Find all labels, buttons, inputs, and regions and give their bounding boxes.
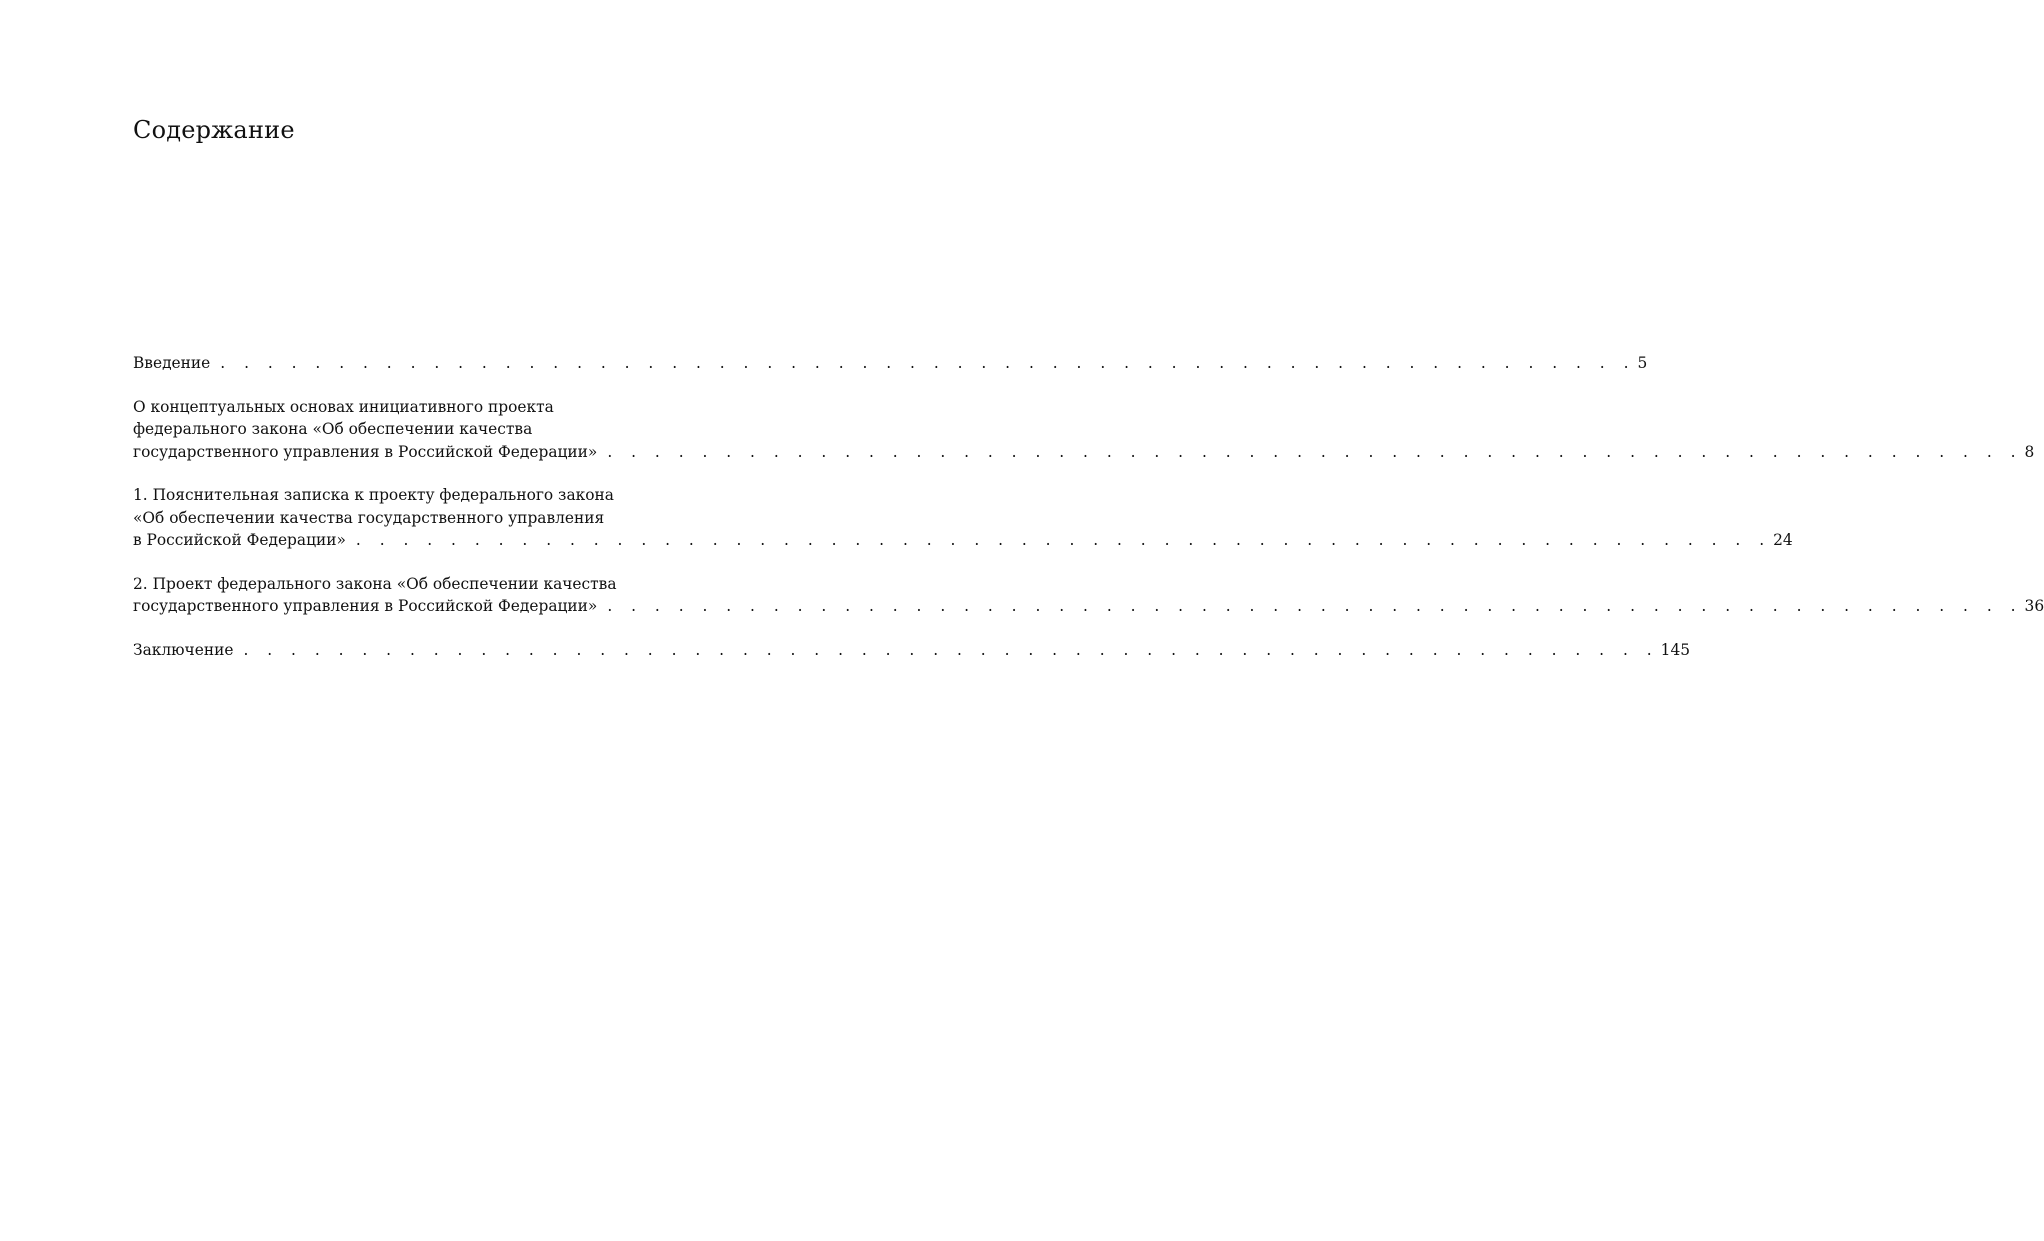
toc-dot-leader: . . . . . . . . . . . . . . . . . . . . . . . . . . . . . . . . . . . . . . . . . . . . . . . . . . . . . . . . . . . . <box>607 442 2023 461</box>
toc-entry-introduction[interactable] <box>133 352 1648 375</box>
toc-page-number: 145 <box>1660 640 1691 659</box>
toc-entry-last-line <box>133 352 1648 375</box>
toc-entry-conceptual-foundations[interactable] <box>133 396 2035 464</box>
toc-entry-title: государственного управления в Российской Федерации» <box>133 442 598 461</box>
table-of-contents <box>133 352 2044 682</box>
toc-entry-title: Заключение <box>133 640 234 659</box>
toc-entry-last-line <box>133 529 1793 552</box>
toc-entry-last-line <box>133 639 1691 662</box>
toc-dot-leader: . . . . . . . . . . . . . . . . . . . . . . . . . . . . . . . . . . . . . . . . . . . . . . . . . . . . . . . . . . . . <box>220 354 1636 372</box>
toc-page-number: 8 <box>2024 442 2035 461</box>
toc-dot-leader: . . . . . . . . . . . . . . . . . . . . . . . . . . . . . . . . . . . . . . . . . . . . . . . . . . . . . . . . . . . . <box>355 531 1772 549</box>
page-title: Содержание <box>133 116 295 144</box>
toc-entry-line: 1. Пояснительная записка к проекту федерального закона <box>133 486 614 504</box>
toc-entry-title: Введение <box>133 354 211 372</box>
toc-page-number: 5 <box>1637 354 1648 372</box>
toc-page-number: 36 <box>2024 597 2044 615</box>
toc-entry-title: в Российской Федерации» <box>133 531 346 549</box>
toc-entry-last-line <box>133 441 2035 464</box>
toc-entry-draft-law[interactable] <box>133 573 2044 618</box>
toc-entry-explanatory-note[interactable] <box>133 484 1793 552</box>
toc-dot-leader: . . . . . . . . . . . . . . . . . . . . . . . . . . . . . . . . . . . . . . . . . . . . . . . . . . . . . . . . . . . . <box>243 640 1659 659</box>
toc-entry-line: 2. Проект федерального закона «Об обеспечении качества <box>133 574 617 593</box>
toc-entry-line: О концептуальных основах инициативного проекта <box>133 397 554 416</box>
toc-entry-title: государственного управления в Российской Федерации» <box>133 597 598 615</box>
toc-entry-line: «Об обеспечении качества государственного управления <box>133 508 605 527</box>
toc-entry-line: федерального закона «Об обеспечении качества <box>133 420 533 438</box>
toc-dot-leader: . . . . . . . . . . . . . . . . . . . . . . . . . . . . . . . . . . . . . . . . . . . . . . . . . . . . . . . . . . . . <box>607 597 2023 615</box>
toc-entry-last-line <box>133 595 2044 618</box>
toc-page-number: 24 <box>1773 531 1793 549</box>
toc-entry-conclusion[interactable] <box>133 639 1691 662</box>
